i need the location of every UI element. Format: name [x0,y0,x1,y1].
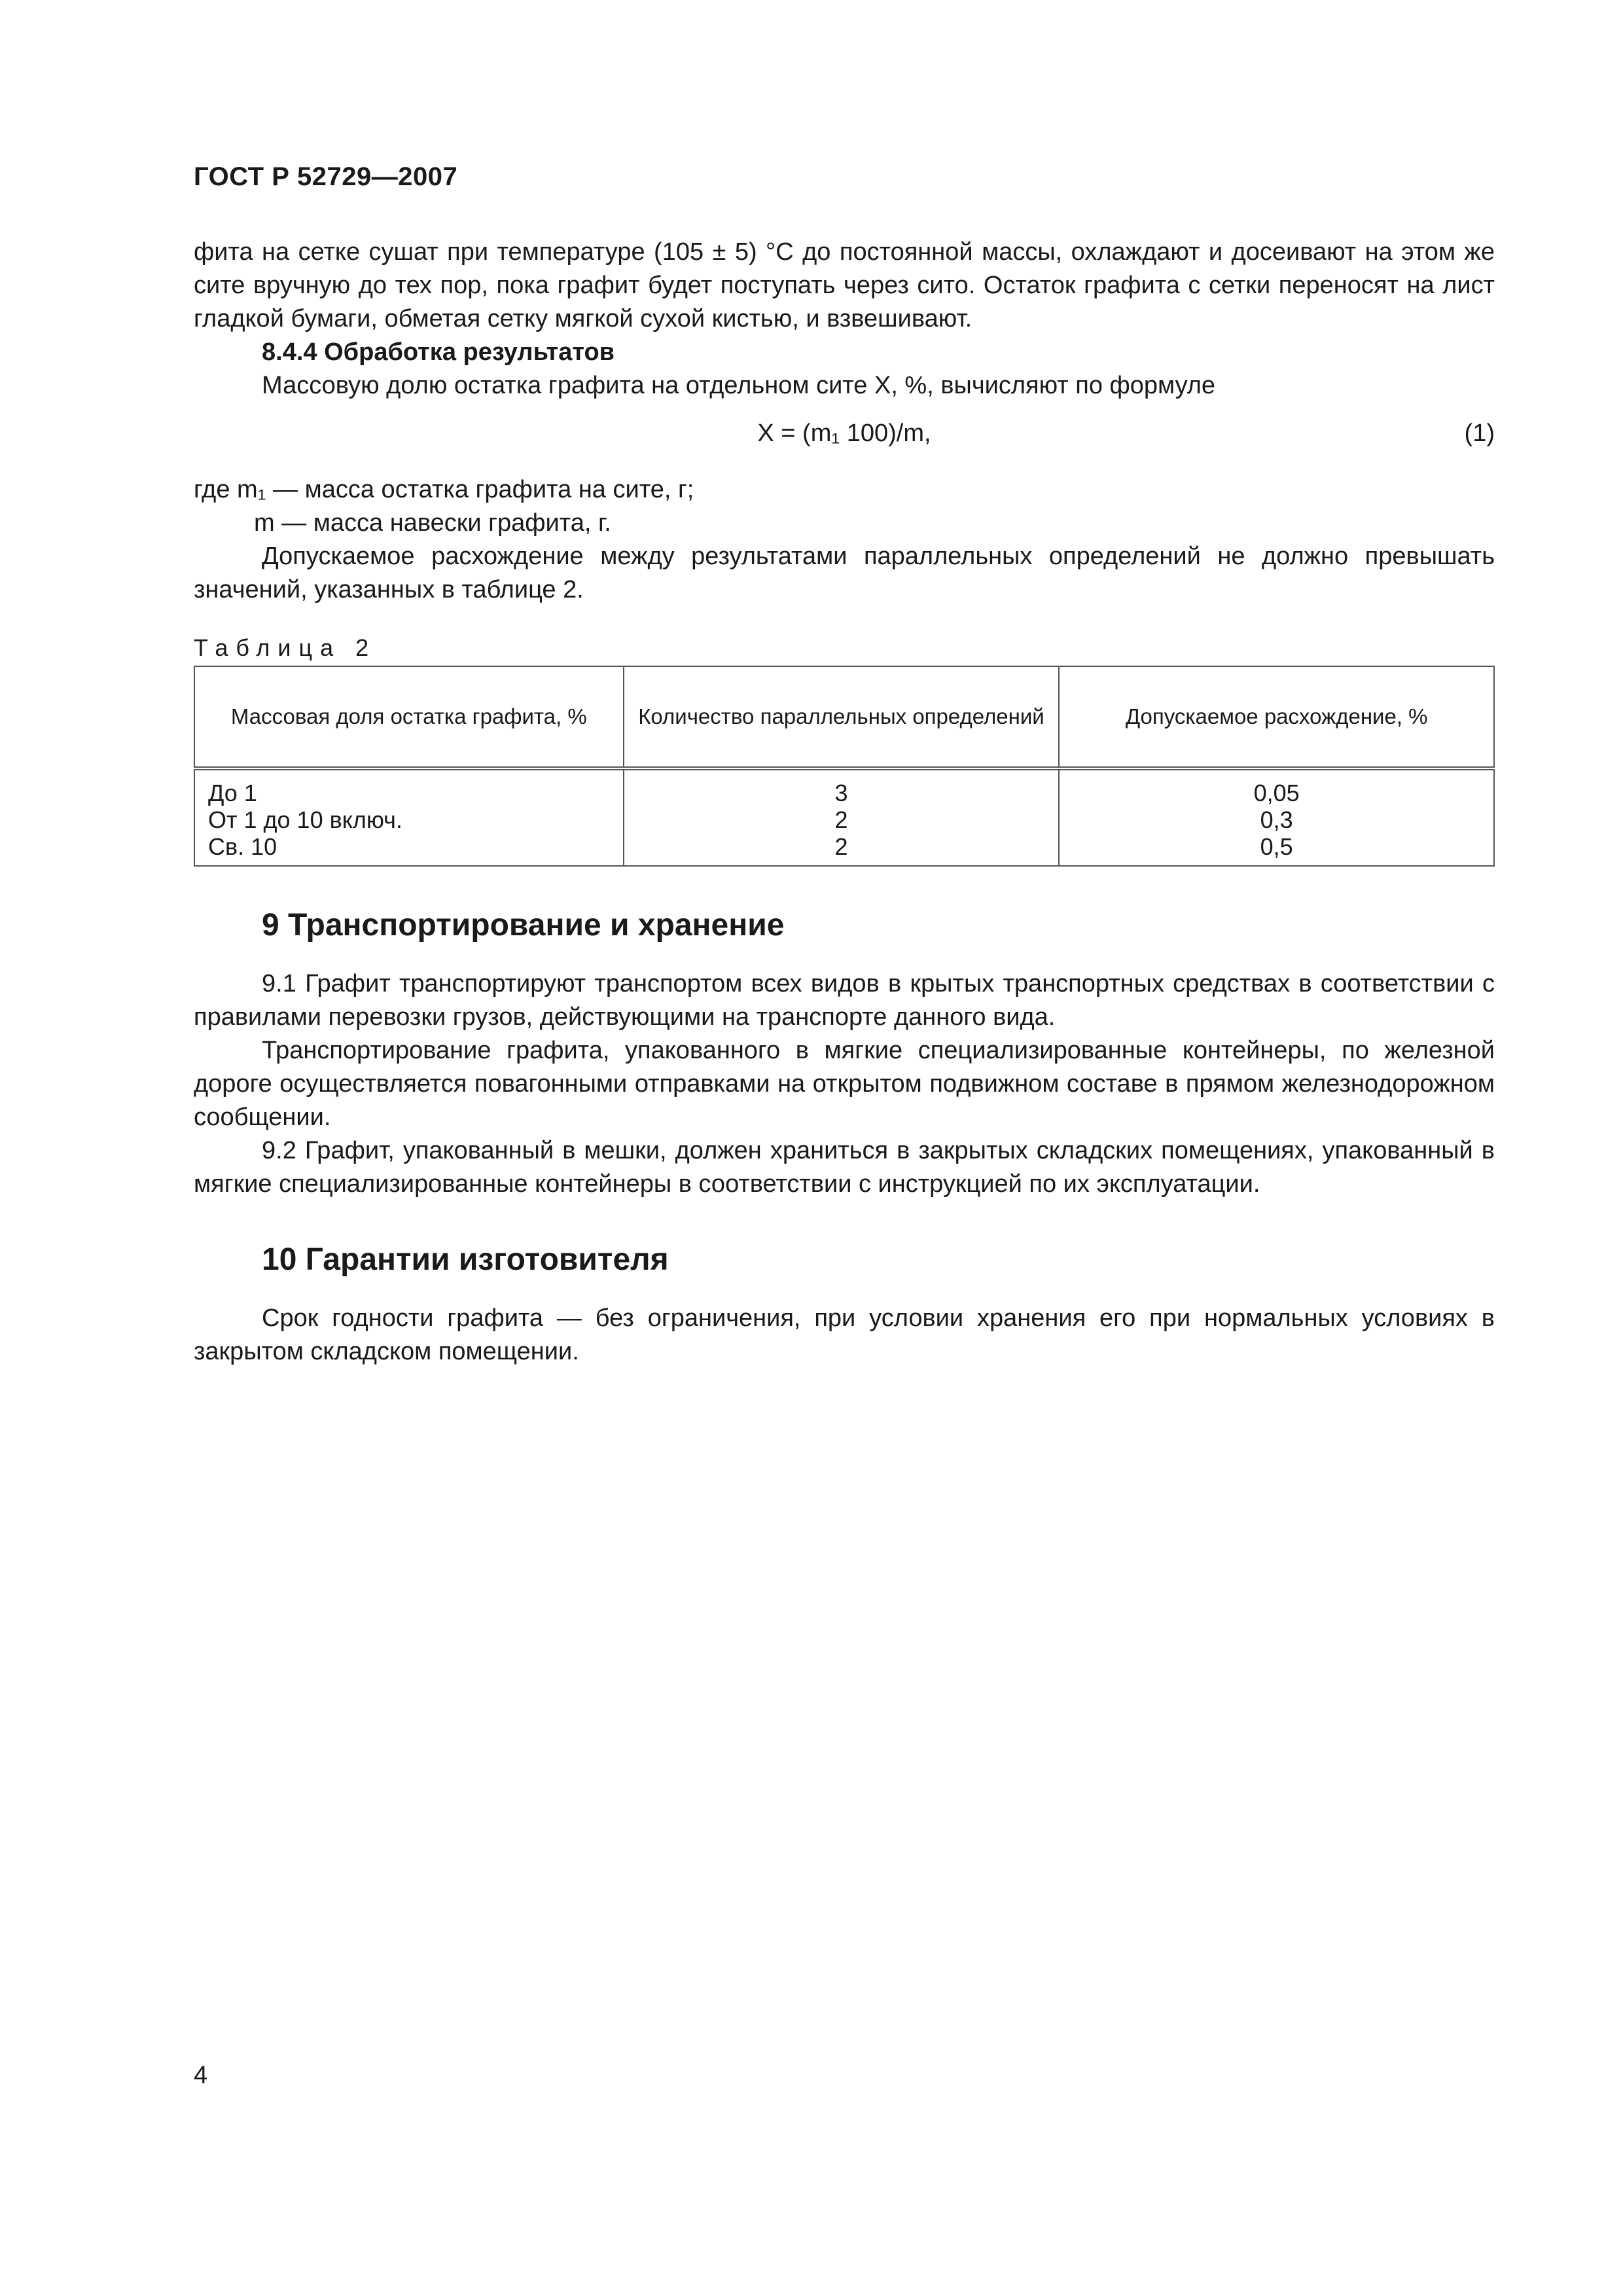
formula-number: (1) [1464,420,1495,447]
table-cell-count [624,768,1060,866]
paragraph-9-1: 9.1 Графит транспортируют транспортом всех видов в крытых транспортных средствах в соответствии с правилами перевозки грузов, действующими на транспорте данного вида. [194,970,1495,1031]
table-cell: 0,3 [1260,806,1293,833]
table-header-cell: Количество параллельных определений [624,666,1060,768]
page-content [194,236,1495,1369]
table-cell: Св. 10 [208,833,277,860]
table-cell: 3 [834,780,848,806]
table-header-cell: Массовая доля остатка графита, % [194,666,624,768]
table-cell: 0,05 [1253,780,1300,806]
paragraph-tolerance: Допускаемое расхождение между результатами параллельных определений не должно превышать значений, указанных в таблице 2. [194,543,1495,603]
subsection-title: 8.4.4 Обработка результатов [262,338,615,366]
table-header-cell: Допускаемое расхождение, % [1059,666,1494,768]
table-body-row [194,768,1494,866]
page-number: 4 [194,2062,208,2089]
table-header-row [194,666,1494,768]
table-cell: 2 [834,806,848,833]
table-cell: 0,5 [1260,833,1293,860]
paragraph-10: Срок годности графита — без ограничения, при условии хранения его при нормальных условиях в закрытом складском помещении. [194,1304,1495,1365]
paragraph-continued: фита на сетке сушат при температуре (105 ± 5) °С до постоянной массы, охлаждают и досеивают на этом же сите вручную до тех пор, пока графит будет поступать через сито. Остаток графита с сетки переносят на лист гладкой бумаги, обметая сетку мягкой сухой кистью, и взвешивают. [194,238,1495,332]
table-cell: До 1 [208,780,257,806]
document-header: ГОСТ Р 52729—2007 [194,162,458,191]
table-cell-tolerance [1059,768,1494,866]
paragraph-9-2: 9.2 Графит, упакованный в мешки, должен храниться в закрытых складских помещениях, упакованный в мягкие специализированные контейнеры в соответствии с инструкцией по их эксплуатации. [194,1137,1495,1198]
section-9-title: 9 Транспортирование и хранение [262,908,785,942]
formula-legend-2: m — масса навески графита, г. [254,509,611,537]
formula-legend-1: где m₁ — масса остатка графита на сите, г; [194,476,694,503]
formula: X = (m₁ 100)/m, [757,420,931,447]
paragraph-9-1-rail: Транспортирование графита, упакованного в мягкие специализированные контейнеры, по железной дороге осуществляется повагонными отправками на открытом подвижном составе в прямом железнодорожном сообщении. [194,1037,1495,1131]
section-10-title: 10 Гарантии изготовителя [262,1242,669,1277]
table-cell: 2 [834,833,848,860]
table-cell-mass-fraction [194,768,624,866]
formula-row [194,417,1495,456]
table-cell: От 1 до 10 включ. [208,806,402,833]
paragraph-formula-intro: Массовую долю остатка графита на отдельном сите X, %, вычисляют по формуле [262,372,1216,399]
table-caption: Таблица 2 [194,634,377,661]
results-table [194,666,1495,867]
